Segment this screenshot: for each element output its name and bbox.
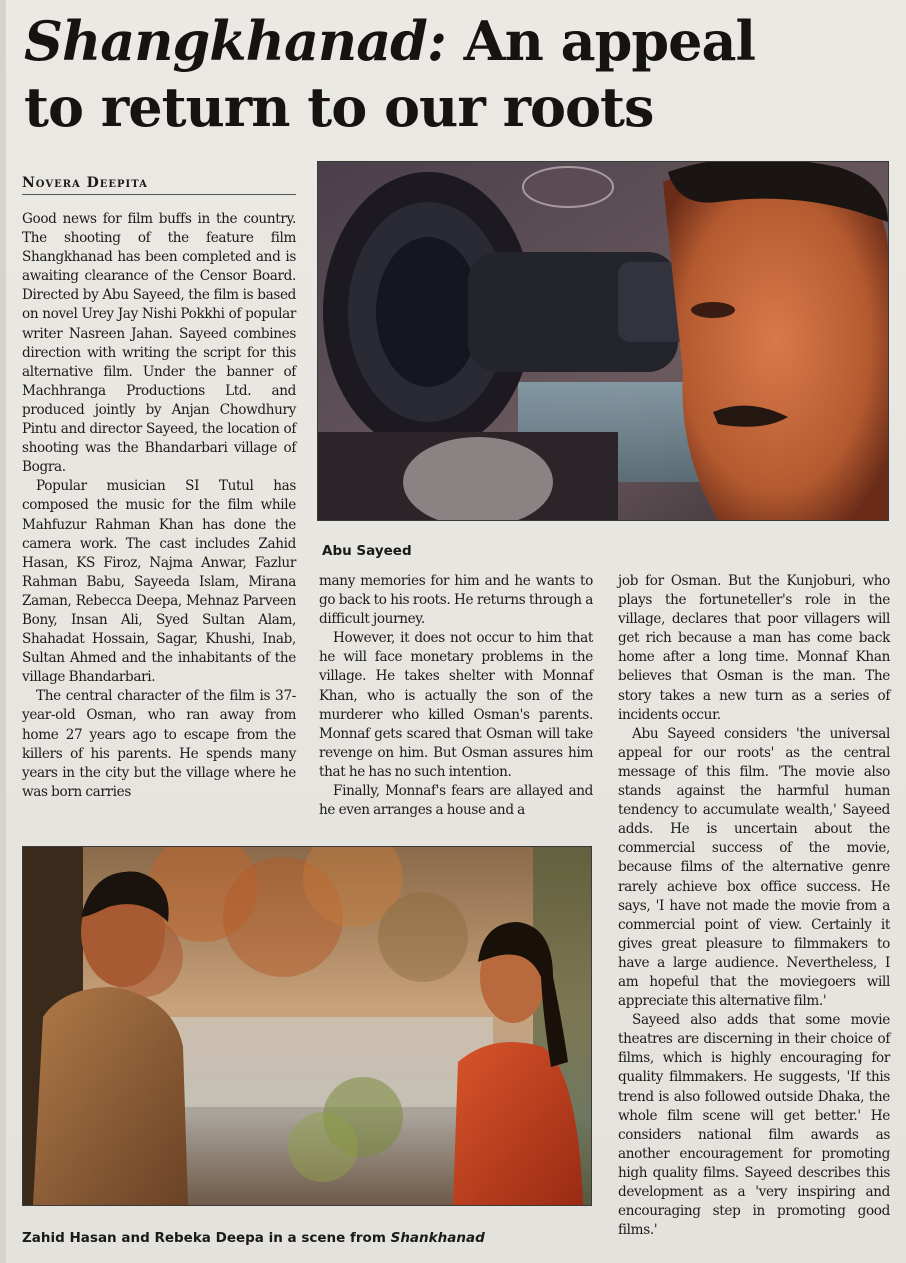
paragraph: The central character of the film is 37-year-old Osman, who ran away from home 27 years ago to escape from the killers of his parents. He spends many years in the city but the village where he was born carries bbox=[22, 688, 296, 800]
caption-text: Zahid Hasan and Rebeka Deepa in a scene from bbox=[22, 1230, 391, 1246]
paragraph: job for Osman. But the Kunjoburi, who plays the fortuneteller's role in the village, declares that poor villagers will get rich because a man has come back home after a long time. Monnaf Khan believes that Osman is the man. The story takes a new turn as a series of incidents occur. bbox=[618, 573, 890, 723]
photo-film-scene bbox=[22, 846, 592, 1206]
page-edge bbox=[0, 0, 6, 1263]
byline: Novera Deepita bbox=[22, 175, 296, 195]
paragraph: many memories for him and he wants to go back to his roots. He returns through a difficult journey. bbox=[319, 573, 593, 628]
paragraph: However, it does not occur to him that he will face monetary problems in the village. He takes shelter with Monnaf Khan, who is actually the son of the murderer who killed Osman's parents. Monnaf gets scared that Osman will take revenge on him. But Osman assures him that he has no such intention. bbox=[319, 630, 593, 780]
column-1 bbox=[22, 210, 296, 802]
paragraph: Abu Sayeed considers 'the universal appeal for our roots' as the central message of this film. 'The movie also stands against the harmful human tendency to accumulate wealth,' Sayeed adds. He is uncertain about the commercial success of the movie, because films of the alternative genre rarely achieve box office success. He says, 'I have not made the movie from a commercial point of view. Certainly it gives great pleasure to filmmakers to have a large audience. Nevertheless, I am hopeful that the moviegoers will appreciate this alternative film.' bbox=[618, 725, 890, 1010]
column-2 bbox=[319, 572, 593, 820]
headline bbox=[24, 8, 784, 140]
paragraph: Finally, Monnaf's fears are allayed and he even arranges a house and a bbox=[319, 783, 593, 819]
column-3 bbox=[618, 572, 890, 1240]
headline-italic: Shangkhanad: bbox=[24, 9, 446, 73]
paragraph: Good news for film buffs in the country. The shooting of the feature film Shangkhanad has been completed and is awaiting clearance of the Censor Board. Directed by Abu Sayeed, the film is based on novel Urey Jay Nishi Pokkhi of popular writer Nasreen Jahan. Sayeed combines direction with writing the script for this alternative film. Under the banner of Machhranga Productions Ltd. and produced jointly by Anjan Chowdhury Pintu and director Sayeed, the location of shooting was the Bhandarbari village of Bogra. bbox=[22, 211, 296, 476]
paragraph: Popular musician SI Tutul has composed the music for the film while Mahfuzur Rahman Khan has done the camera work. The cast includes Zahid Hasan, KS Firoz, Najma Anwar, Fazlur Rahman Babu, Sayeeda Islam, Mirana Zaman, Rebecca Deepa, Mehnaz Parveen Bony, Insan Ali, Syed Sultan Alam, Shahadat Hossain, Sagar, Khushi, Inab, Sultan Ahmed and the inhabitants of the village Bhandarbari. bbox=[22, 478, 296, 686]
photo-caption: Abu Sayeed bbox=[322, 543, 412, 559]
paragraph: Sayeed also adds that some movie theatres are discerning in their choice of films, which is highly encouraging for quality filmmakers. He suggests, 'If this trend is also followed outside Dhaka, the whole film scene will get better.' He considers national film awards as another encouragement for promoting high quality films. Sayeed describes this development as a 'very inspiring and encouraging step in promoting good films.' bbox=[618, 1012, 890, 1239]
headline-rest: An appeal to return to our roots bbox=[24, 9, 755, 139]
photo-abu-sayeed bbox=[317, 161, 889, 521]
photo-caption bbox=[22, 1230, 485, 1246]
caption-film-title: Shankhanad bbox=[390, 1230, 485, 1246]
